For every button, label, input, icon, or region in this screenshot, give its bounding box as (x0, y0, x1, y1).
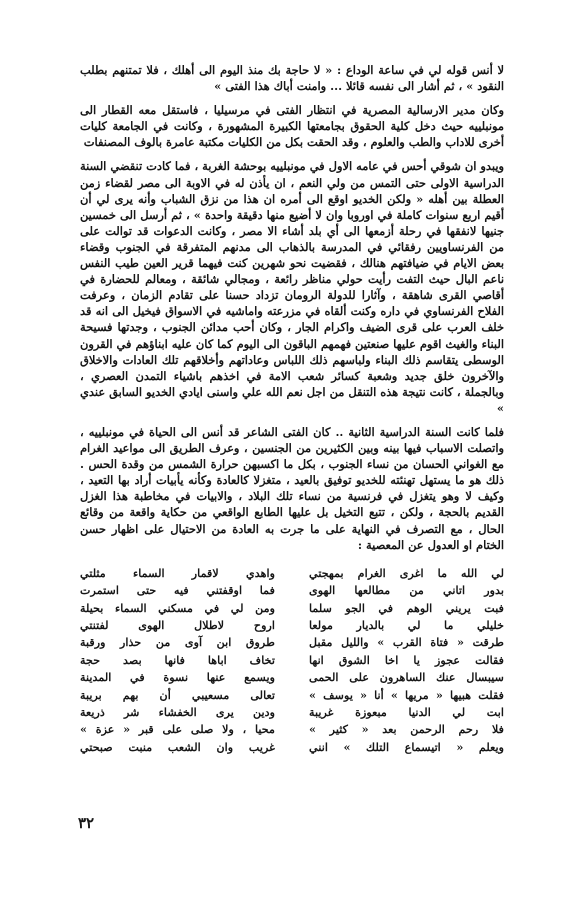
paragraph-2: وكان مدير الارسالية المصرية في انتظار الفتى في مرسيليا ، فاستقل معه القطار الى مونبلييه حيث دخل كلية الحقوق بجامعتها الكبيرة المشهورة ، وكانت في الجامعة كليات أخرى للاداب والطب والعلوم ، وقد الحقت بكل من الكليات مكتبة عامرة بالوف المصنفات (80, 103, 504, 150)
verse-left-6: تخاف اباها فانها بصد حجة (80, 652, 275, 667)
verse-right-10: فلا رحم الرحمن بعد « كثير » (309, 722, 504, 737)
verse-left-7: ويسمع عنها نسوة في المدينة (80, 670, 275, 685)
verse-left-11: غريب وان الشعب منبت صبحتي (80, 739, 275, 754)
paragraph-4: فلما كانت السنة الدراسية الثانية .. كان الفتى الشاعر قد أنس الى الحياة في مونبلييه ، واتصلت الاسباب فيها بينه وبين الكثيرين من الجنسين ، وعرف الطريق الى مواعيد الغرام مع الغواني الحسان من نساء الجنوب ، بكل ما اكسبهن حرارة الشمس من وقدة الحس . ذلك هو ما يستهل تهنئته للخديو توفيق بالعيد ، متغزلا كالعادة وكأنه يأبيات أراد بها التعيد ، وكيف لا وهو يتغزل في فرنسية من نساء تلك البلاد ، والابيات في مخاطبة هذا الغزل القديم بالحجة ، ولكن ، تتبع التخيل بل عليها الطابع الواقعي من حكاية واقعة من وقائع الحال ، مع التصرف في النهاية على ما جرت به العادة من الاحتيال على اظهار حسن الختام او العدول عن المعصية : (80, 424, 504, 552)
verse-left-9: ودين يرى الخفشاء شر ذريعة (80, 704, 275, 719)
paragraph-1: لا أنس قوله لي في ساعة الوداع : « لا حاجة بك منذ اليوم الى أهلك ، فلا تمتنهم بطلب النقود » ، ثم أشار الى نفسه قائلا ... وامنت أباك هذا الفتى » (80, 63, 504, 94)
verse-right-3: فبت يريني الوهم في الجو سلما (309, 600, 504, 615)
verse-left-5: طروق ابن آوى من حذار ورقبة (80, 635, 275, 650)
verse-right-4: خليلي ما لي بالديار مولعا (309, 617, 504, 632)
verse-right-7: سيبسال عنك الساهرون على الحمى (309, 670, 504, 685)
poem (80, 565, 504, 756)
page-number: ٣٢ (78, 814, 95, 832)
verse-right-1: لي الله ما اغرى الغرام بمهجتي (309, 565, 504, 580)
verse-left-8: تعالى مسعيبي أن بهم بريبة (80, 687, 275, 702)
verse-right-11: ويعلم « اتيسماع التلك » انني (309, 739, 504, 754)
paragraph-3: ويبدو ان شوقي أحس في عامه الاول في مونبلييه بوحشة الغربة ، فما كادت تنقضي السنة الدراسية الاولى حتى التمس من ولي النعم ، ان يأذن له في الاوبة الى مصر لقضاء زمن العطلة بين أهله « ولكن الخديو اوقع الى أمره ان هذا من نزق الشباب وأنه يرى لي أن أقيم اربع سنوات كاملة في اوروبا وان لا أضيع منها دقيقة واحدة » ، ثم أرسل الى خمسين جنيها لانفقها في رحلة أزمعها الى أي بلد أشاء الا مصر ، وكانت الدعوات قد توالت على من الفرنساويين رفقائي في المدرسة بالذهاب الى مدنهم المتفرقة في الجنوب وقضاء بعض الايام في ضيافتهم هنالك ، فقضيت نحو شهرين كنت فيهما قرير العين طيب النفس ناعم البال حيث التفت رأيت حولي مناظر رائعة ، ومجالي شائقة ، ومعالم للحضارة في أقاصي القرى شاهقة ، وآثارا للدولة الرومان تزداد حسنا على تقادم الزمان ، وعرفت الفلاح الفرنساوي في داره وكنت ألقاه في مزرعته واماشيه في الاسواق فيخيل الى انه قد خلف العرب على قرى الضيف واكرام الجار ، وكان أحب مدائن الجنوب ، وجدتها فسيحة البناء والغيث اقوم عليها صنعتين فهمهم الباقون الى اليوم كما كان عليه ابناؤهم في القرون الوسطى يتقاسم ذلك البناء ولباسهم ذلك اللباس وعاداتهم وأخلاقهم تلك العادات والاخلاق والآخرون خلق جديد وشعبة كسائر شعب الامة في اخذهم باشياء التمدن العصري ، وبالجملة ، كانت نتيجة هذه التنقل من اجل نعم الله علي واسنى ايادي الخديو السابق عندي » (80, 159, 504, 415)
verse-right-6: فقالت عجوز يا اخا الشوق انها (309, 652, 504, 667)
poem-right-column (309, 565, 504, 756)
verse-left-2: فما اوقفتني فيه حتى استمرت (80, 583, 275, 598)
verse-right-8: فقلت هبيها « مريها » أنا « يوسف » (309, 687, 504, 702)
poem-left-column (80, 565, 275, 756)
verse-left-1: واهدي لاقمار السماء مثلتي (80, 565, 275, 580)
verse-right-5: طرقت « فتاة القرب » والليل مقبل (309, 635, 504, 650)
verse-left-4: اروح لاطلال الهوى لفتنتي (80, 617, 275, 632)
verse-right-9: ابت لي الدنيا مبعوزة غريبة (309, 704, 504, 719)
verse-left-3: ومن لي في مسكني السماء بحيلة (80, 600, 275, 615)
verse-right-2: بدور اتاني من مطالعها الهوى (309, 583, 504, 598)
verse-left-10: محيا ، ولا صلى على قبر « عزة » (80, 722, 275, 737)
